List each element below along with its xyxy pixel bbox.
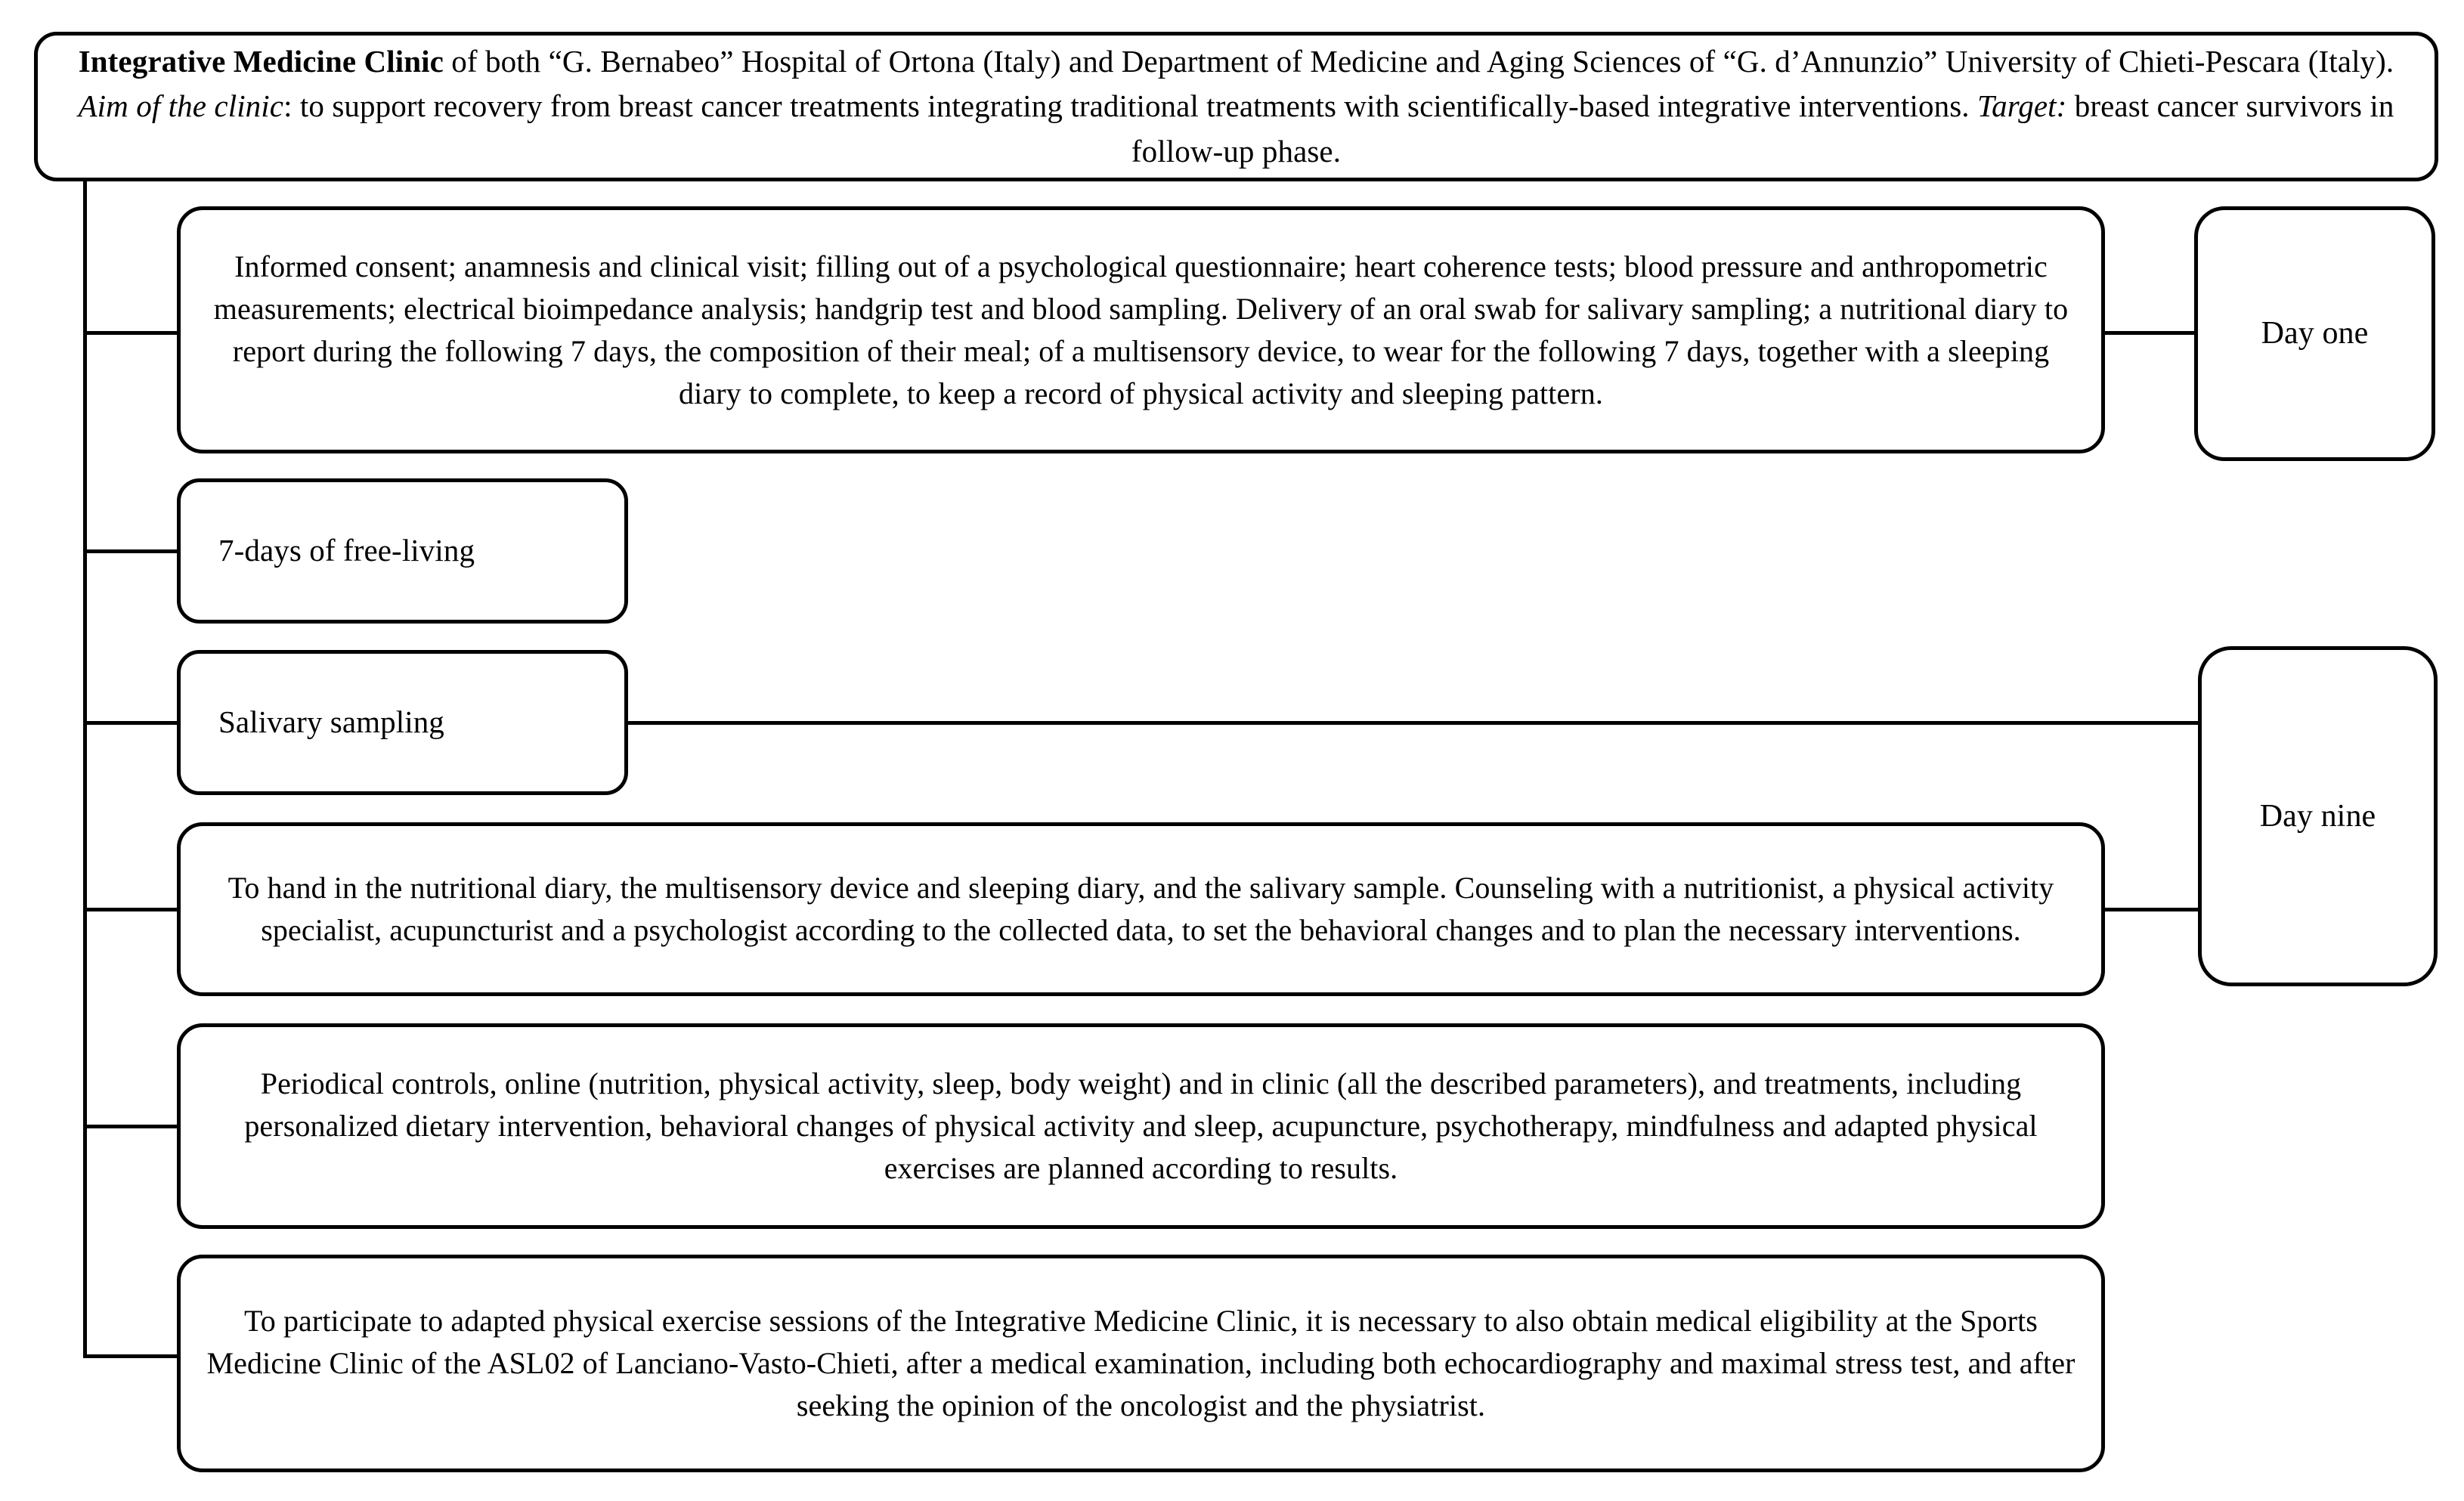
- step-text-participation-eligibility: To participate to adapted physical exercise sessions of the Integrative Medicine Clinic, it is necessary to also obtain medical eligibility at the Sports Medicine Clinic of the ASL02 of Lanciano-Vasto-Chieti, after a medical examination, including both echocardiography and maximal stress test, and after seeking the opinion of the oncologist and the physiatrist.: [206, 1304, 2076, 1422]
- connector-branch-free-living: [83, 549, 180, 553]
- step-text-hand-in: To hand in the nutritional diary, the multisensory device and sleeping diary, and the salivary sample. Counseling with a nutritionist, a physical activity specialist, acupuncturist and a psychologist according to the collected data, to set the behavioral changes and to plan the necessary interventions.: [228, 871, 2054, 947]
- timeline-marker-day-nine: [2198, 646, 2438, 986]
- step-text-salivary-sampling: Salivary sampling: [218, 704, 444, 740]
- step-box-periodical-controls: [177, 1023, 2105, 1229]
- connector-to-day-one-marker: [2102, 331, 2198, 335]
- connector-branch-salivary-sampling: [83, 721, 180, 725]
- timeline-marker-day-one: [2194, 206, 2435, 461]
- step-box-hand-in: [177, 822, 2105, 996]
- step-box-salivary-sampling: [177, 650, 628, 795]
- connector-salivary-to-day-nine: [626, 721, 2199, 725]
- header-text: [38, 39, 2435, 174]
- header-clinic-description-box: [34, 32, 2438, 181]
- connector-branch-participation-eligibility: [83, 1354, 180, 1358]
- header-target-label: Target:: [1976, 88, 2067, 124]
- header-aim-label: Aim of the clinic: [78, 88, 284, 124]
- timeline-marker-label-day-nine: Day nine: [2259, 798, 2376, 834]
- connector-branch-hand-in: [83, 908, 180, 911]
- header-text-part-2: : to support recovery from breast cancer treatments integrating traditional treatments with scientifically-based integrative interventions.: [283, 88, 1977, 124]
- connector-hand-in-to-day-nine: [2102, 908, 2199, 911]
- header-clinic-name: Integrative Medicine Clinic: [78, 43, 444, 79]
- step-text-day-one-activities: Informed consent; anamnesis and clinical visit; filling out of a psychological questionnaire; heart coherence tests; blood pressure and anthropometric measurements; electrical bioimpedance analysis; handgrip test and blood sampling. Delivery of an oral swab for salivary sampling; a nutritional diary to report during the following 7 days, the composition of their meal; of a multisensory device, to wear for the following 7 days, together with a sleeping diary to complete, to keep a record of physical activity and sleeping pattern.: [213, 249, 2069, 410]
- step-text-periodical-controls: Periodical controls, online (nutrition, physical activity, sleep, body weight) and in clinic (all the described parameters), and treatments, including personalized dietary intervention, behavioral changes of physical activity and sleep, acupuncture, psychotherapy, mindfulness and adapted physical exercises are planned according to results.: [244, 1066, 2038, 1185]
- connector-branch-periodical-controls: [83, 1125, 180, 1128]
- step-box-free-living: [177, 478, 628, 624]
- step-box-participation-eligibility: [177, 1255, 2105, 1472]
- step-box-day-one-activities: [177, 206, 2105, 453]
- timeline-marker-label-day-one: Day one: [2261, 316, 2369, 351]
- header-text-part-1: of both “G. Bernabeo” Hospital of Ortona (Italy) and Department of Medicine and Aging Sciences of “G. d’Annunzio” University of Chieti-Pescara (Italy).: [443, 43, 2394, 79]
- step-text-free-living: 7-days of free-living: [218, 533, 475, 568]
- connector-branch-day-one-activities: [83, 331, 180, 335]
- header-text-part-3: breast cancer survivors in follow-up phase.: [1131, 88, 2394, 169]
- connector-trunk-vertical: [83, 180, 87, 1356]
